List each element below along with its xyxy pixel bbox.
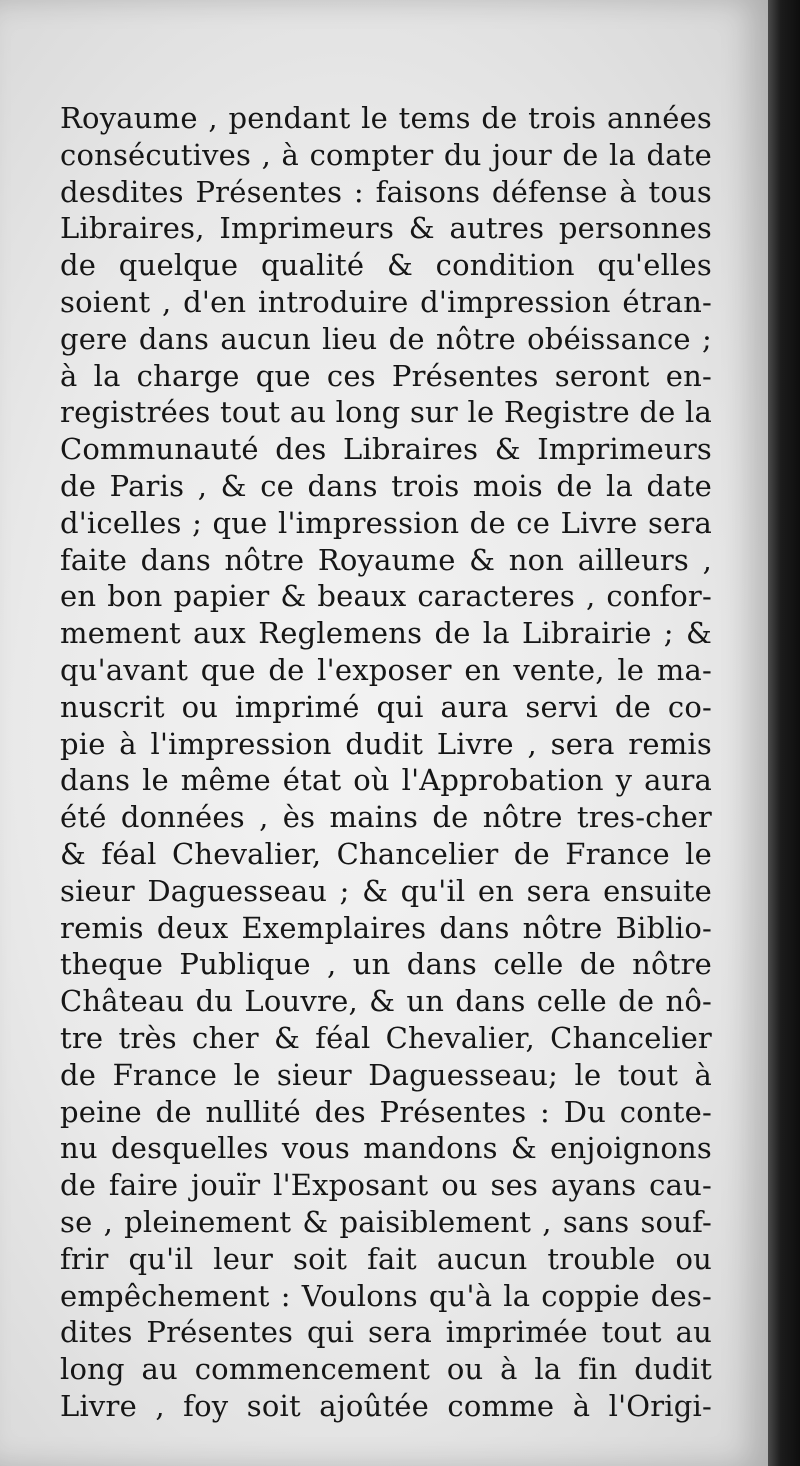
text-line-19: dans le même état où l'Approbation y aura	[60, 763, 712, 798]
text-line-16: qu'avant que de l'exposer en vente, le ma-	[60, 652, 712, 687]
text-line-31: se , pleinement & paisiblement , sans souf-	[60, 1204, 712, 1239]
privilege-text-block	[60, 100, 712, 1425]
text-line-2: consécutives , à compter du jour de la date	[60, 137, 712, 172]
text-line-13: faite dans nôtre Royaume & non ailleurs ,	[60, 542, 712, 577]
text-line-32: frir qu'il leur soit fait aucun trouble ou	[60, 1241, 712, 1276]
text-line-33: empêchement : Voulons qu'à la coppie des-	[60, 1278, 712, 1313]
text-line-5: de quelque qualité & condition qu'elles	[60, 248, 712, 283]
text-line-22: sieur Daguesseau ; & qu'il en sera ensuite	[60, 873, 712, 908]
text-line-36: Livre , foy soit ajoûtée comme à l'Origi-	[60, 1388, 712, 1423]
text-line-8: à la charge que ces Présentes seront en-	[60, 358, 712, 393]
text-line-29: nu desquelles vous mandons & enjoignons	[60, 1131, 712, 1166]
text-line-18: pie à l'impression dudit Livre , sera remis	[60, 726, 712, 761]
text-line-1: Royaume , pendant le tems de trois années	[60, 101, 712, 135]
text-line-35: long au commencement ou à la fin dudit	[60, 1352, 712, 1387]
text-line-4: Libraires, Imprimeurs & autres personnes	[60, 211, 712, 246]
text-line-6: soient , d'en introduire d'impression étran-	[60, 284, 712, 319]
text-line-17: nuscrit ou imprimé qui aura servi de co-	[60, 689, 712, 724]
text-line-27: de France le sieur Daguesseau; le tout à	[60, 1057, 712, 1092]
text-line-21: & féal Chevalier, Chancelier de France le	[60, 836, 712, 871]
text-line-9: registrées tout au long sur le Registre de la	[60, 395, 712, 430]
text-line-23: remis deux Exemplaires dans nôtre Biblio-	[60, 910, 712, 945]
text-line-14: en bon papier & beaux caracteres , confor-	[60, 579, 712, 614]
text-line-28: peine de nullité des Présentes : Du conte-	[60, 1094, 712, 1129]
text-line-25: Château du Louvre, & un dans celle de nô-	[60, 984, 712, 1019]
text-line-20: été données , ès mains de nôtre tres-cher	[60, 800, 712, 835]
text-line-11: de Paris , & ce dans trois mois de la date	[60, 468, 712, 503]
text-line-12: d'icelles ; que l'impression de ce Livre sera	[60, 505, 712, 540]
book-gutter-shadow	[768, 0, 800, 1466]
text-line-7: gere dans aucun lieu de nôtre obéissance ;	[60, 321, 712, 356]
text-line-15: mement aux Reglemens de la Librairie ; &	[60, 616, 712, 651]
text-line-30: de faire jouïr l'Exposant ou ses ayans cau-	[60, 1168, 712, 1203]
text-line-3: desdites Présentes : faisons défense à tous	[60, 174, 712, 209]
text-line-34: dites Présentes qui sera imprimée tout au	[60, 1315, 712, 1350]
text-line-24: theque Publique , un dans celle de nôtre	[60, 947, 712, 982]
text-line-10: Communauté des Libraires & Imprimeurs	[60, 432, 712, 467]
text-line-26: tre très cher & féal Chevalier, Chancelier	[60, 1020, 712, 1055]
